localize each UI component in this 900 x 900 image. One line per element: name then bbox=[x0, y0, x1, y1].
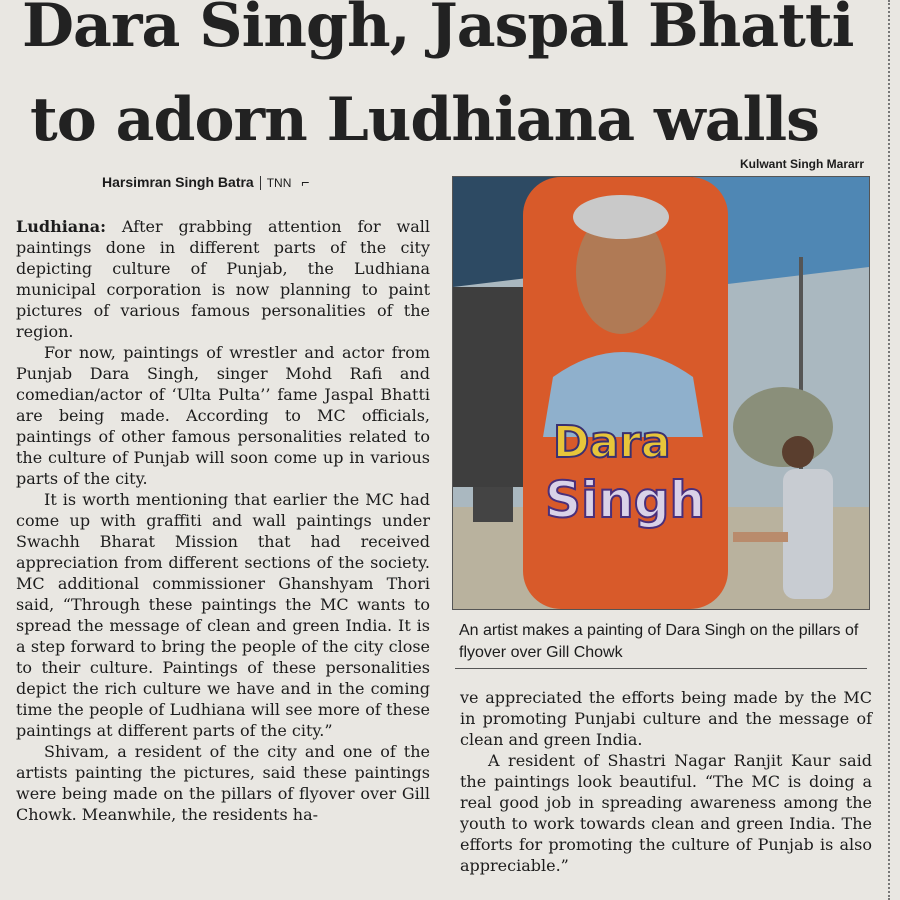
artist-head bbox=[782, 436, 814, 468]
background-vehicle bbox=[473, 487, 513, 522]
artist-arm bbox=[733, 532, 788, 542]
byline-agency: TNN bbox=[266, 176, 292, 190]
byline bbox=[102, 174, 310, 190]
article-paragraph: A resident of Shastri Nagar Ranjit Kaur said the paintings look beautiful. “The MC is doing a real good job in spreading awareness among the youth to work towards clean and green India. The efforts for promoting the culture of Punjab is also appreciable.” bbox=[460, 751, 872, 875]
byline-author: Harsimran Singh Batra bbox=[102, 174, 254, 190]
article-paragraph: For now, paintings of wrestler and actor from Punjab Dara Singh, singer Mohd Rafi and comedian/actor of ‘Ulta Pulta’’ fame Jaspal Bhatti are being made. According to MC officials, paintings of other famous personalities related to the culture of Punjab will soon come up in various parts of the city. bbox=[16, 343, 430, 488]
article-paragraph: Shivam, a resident of the city and one of the artists painting the pictures, said these paintings were being made on the pillars of flyover over Gill Chowk. Meanwhile, the residents ha- bbox=[16, 742, 430, 824]
article-paragraph: It is worth mentioning that earlier the MC had come up with graffiti and wall paintings under Swachh Bharat Mission that had received appreciation from different sections of the society. MC additional commissioner Ghanshyam Thori said, “Through these paintings the MC wants to spread the message of clean and green India. It is a step forward to bring the people of the city close to their culture. Paintings of these personalities depict the rich culture we have and in the coming time the people of Ludhiana will see more of these paintings at different parts of the city.” bbox=[16, 490, 430, 740]
article-column-left bbox=[16, 216, 430, 825]
background-pillar bbox=[453, 287, 523, 487]
byline-divider bbox=[260, 176, 261, 190]
news-photo bbox=[452, 176, 870, 610]
article-paragraph-text: After grabbing attention for wall paintings done in different parts of the city depicting culture of Punjab, the Ludhiana municipal corporation is now planning to paint pictures of various famous personalities of the region. bbox=[16, 217, 430, 341]
painted-text-singh: Singh bbox=[545, 471, 706, 529]
headline-line-2: to adorn Ludhiana walls bbox=[30, 85, 819, 155]
page-edge-perforation bbox=[888, 0, 890, 900]
article-column-right bbox=[460, 687, 872, 876]
dateline: Ludhiana: bbox=[16, 217, 107, 236]
byline-mark: ⌐ bbox=[301, 174, 310, 190]
article-paragraph bbox=[16, 216, 430, 342]
painted-hair bbox=[573, 195, 669, 239]
article-paragraph: ve appreciated the efforts being made by the MC in promoting Punjabi culture and the message of clean and green India. bbox=[460, 688, 872, 749]
artist-body bbox=[783, 469, 833, 599]
headline-line-1: Dara Singh, Jaspal Bhatti bbox=[22, 0, 854, 61]
photo-caption: An artist makes a painting of Dara Singh on the pillars of flyover over Gill Chowk bbox=[459, 622, 859, 661]
painted-text-dara: Dara bbox=[553, 417, 671, 468]
caption-divider bbox=[455, 668, 867, 669]
photo-illustration bbox=[453, 177, 869, 609]
photo-credit: Kulwant Singh Mararr bbox=[739, 157, 864, 171]
